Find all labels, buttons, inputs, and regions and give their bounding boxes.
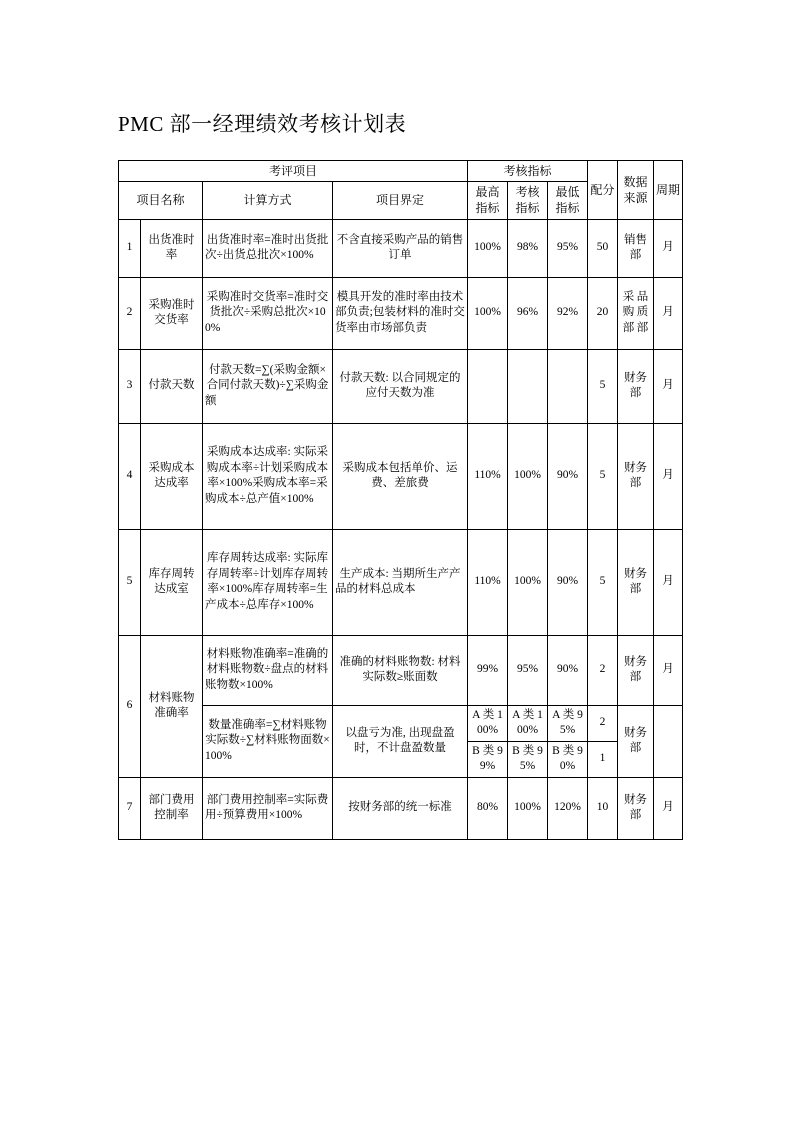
row-min-class-b: B 类 90%	[548, 741, 588, 777]
row-max-class-b: B 类 99%	[468, 741, 508, 777]
table-row	[119, 349, 683, 423]
row-formula: 库存周转达成率: 实际库存周转率÷计划库存周转率×100%库存周转率=生产成本÷总库存×100%	[203, 529, 333, 635]
row-score-class-a: 2	[588, 705, 618, 741]
table-header-group-row	[119, 161, 683, 182]
row-max: 100%	[468, 277, 508, 349]
row-cycle: 月	[654, 529, 683, 635]
header-score: 配分	[588, 161, 618, 220]
row-definition: 生产成本: 当期所生产产品的材料总成本	[333, 529, 468, 635]
row-formula: 付款天数=∑(采购金额×合同付款天数)÷∑采购金额	[203, 349, 333, 423]
row-max: 100%	[468, 219, 508, 277]
row-definition: 采购成本包括单价、运费、差旅费	[333, 423, 468, 529]
row-source: 财务部	[618, 777, 654, 839]
row-min: 90%	[548, 635, 588, 705]
row-source	[618, 277, 654, 349]
row-index: 2	[119, 277, 141, 349]
row-cycle: 月	[654, 777, 683, 839]
header-max: 最高指标	[468, 182, 508, 219]
row-min: 120%	[548, 777, 588, 839]
row-cycle	[654, 705, 683, 777]
row-index: 3	[119, 349, 141, 423]
row-source: 财务部	[618, 705, 654, 777]
row-definition: 模具开发的准时率由技术部负责;包装材料的准时交货率由市场部负责	[333, 277, 468, 349]
row-formula: 采购准时交货率=准时交货批次÷采购总批次×100%	[203, 277, 333, 349]
row-standard: 98%	[508, 219, 548, 277]
row-score: 5	[588, 349, 618, 423]
row-source: 销售部	[618, 219, 654, 277]
row-min-class-a: A 类 95%	[548, 705, 588, 741]
row-max	[468, 349, 508, 423]
row-item-name: 出货准时率	[141, 219, 203, 277]
row-source: 财务部	[618, 423, 654, 529]
row-cycle: 月	[654, 349, 683, 423]
row-item-name: 库存周转达成室	[141, 529, 203, 635]
header-evaluation-items: 考评项目	[119, 161, 468, 182]
header-min: 最低指标	[548, 182, 588, 219]
table-row	[119, 529, 683, 635]
row-score-class-b: 1	[588, 741, 618, 777]
row-score: 2	[588, 635, 618, 705]
table-row	[119, 705, 683, 741]
row-formula: 部门费用控制率=实际费用÷预算费用×100%	[203, 777, 333, 839]
row-standard: 100%	[508, 777, 548, 839]
row-definition: 准确的材料账物数: 材料实际数≥账面数	[333, 635, 468, 705]
row-source: 财务部	[618, 635, 654, 705]
row-min: 90%	[548, 529, 588, 635]
row-max: 80%	[468, 777, 508, 839]
row-standard: 100%	[508, 529, 548, 635]
row-score: 50	[588, 219, 618, 277]
row-source-part: 采购部	[622, 290, 635, 334]
row-definition: 以盘亏为准, 出现盘盈时，不计盘盈数量	[333, 705, 468, 777]
row-max: 99%	[468, 635, 508, 705]
row-max-class-a: A 类 100%	[468, 705, 508, 741]
row-standard-class-a: A 类 100%	[508, 705, 548, 741]
row-index: 4	[119, 423, 141, 529]
row-max: 110%	[468, 423, 508, 529]
row-index: 6	[119, 635, 141, 777]
row-cycle: 月	[654, 277, 683, 349]
row-cycle: 月	[654, 423, 683, 529]
row-formula: 采购成本达成率: 实际采购成本率÷计划采购成本率×100%采购成本率=采购成本÷总产值×100%	[203, 423, 333, 529]
table-row	[119, 219, 683, 277]
row-standard: 100%	[508, 423, 548, 529]
row-min: 92%	[548, 277, 588, 349]
row-max: 110%	[468, 529, 508, 635]
row-score: 5	[588, 529, 618, 635]
header-cycle: 周期	[654, 161, 683, 220]
row-formula: 数量准确率=∑材料账物实际数÷∑材料账物面数×100%	[203, 705, 333, 777]
row-score: 10	[588, 777, 618, 839]
row-score: 5	[588, 423, 618, 529]
row-item-name: 采购成本达成率	[141, 423, 203, 529]
row-definition: 按财务部的统一标准	[333, 777, 468, 839]
row-min: 90%	[548, 423, 588, 529]
row-score: 20	[588, 277, 618, 349]
row-standard: 96%	[508, 277, 548, 349]
row-index: 1	[119, 219, 141, 277]
row-item-name: 材料账物准确率	[141, 635, 203, 777]
row-cycle: 月	[654, 219, 683, 277]
kpi-table	[118, 160, 683, 840]
row-source: 财务部	[618, 529, 654, 635]
row-min: 95%	[548, 219, 588, 277]
kpi-table-container	[118, 160, 681, 840]
header-data-source: 数据来源	[618, 161, 654, 220]
header-assessment-indicators: 考核指标	[468, 161, 588, 182]
row-item-name: 部门费用控制率	[141, 777, 203, 839]
row-source-part: 品质部	[636, 290, 649, 334]
table-row	[119, 423, 683, 529]
row-formula: 材料账物准确率=准确的材料账物数÷盘点的材料账物数×100%	[203, 635, 333, 705]
row-cycle: 月	[654, 635, 683, 705]
row-standard	[508, 349, 548, 423]
row-index: 7	[119, 777, 141, 839]
row-definition: 不含直接采购产品的销售订单	[333, 219, 468, 277]
row-item-name: 付款天数	[141, 349, 203, 423]
table-row	[119, 635, 683, 705]
row-index: 5	[119, 529, 141, 635]
header-calc-method: 计算方式	[203, 182, 333, 219]
header-standard: 考核指标	[508, 182, 548, 219]
header-item-definition: 项目界定	[333, 182, 468, 219]
table-row	[119, 777, 683, 839]
row-formula: 出货准时率=准时出货批次÷出货总批次×100%	[203, 219, 333, 277]
row-source: 财务部	[618, 349, 654, 423]
row-definition: 付款天数: 以合同规定的应付天数为准	[333, 349, 468, 423]
page-title: PMC 部一经理绩效考核计划表	[118, 112, 407, 136]
row-standard-class-b: B 类 95%	[508, 741, 548, 777]
table-row	[119, 277, 683, 349]
header-item-name: 项目名称	[119, 182, 203, 219]
row-standard: 95%	[508, 635, 548, 705]
row-item-name: 采购准时交货率	[141, 277, 203, 349]
row-min	[548, 349, 588, 423]
